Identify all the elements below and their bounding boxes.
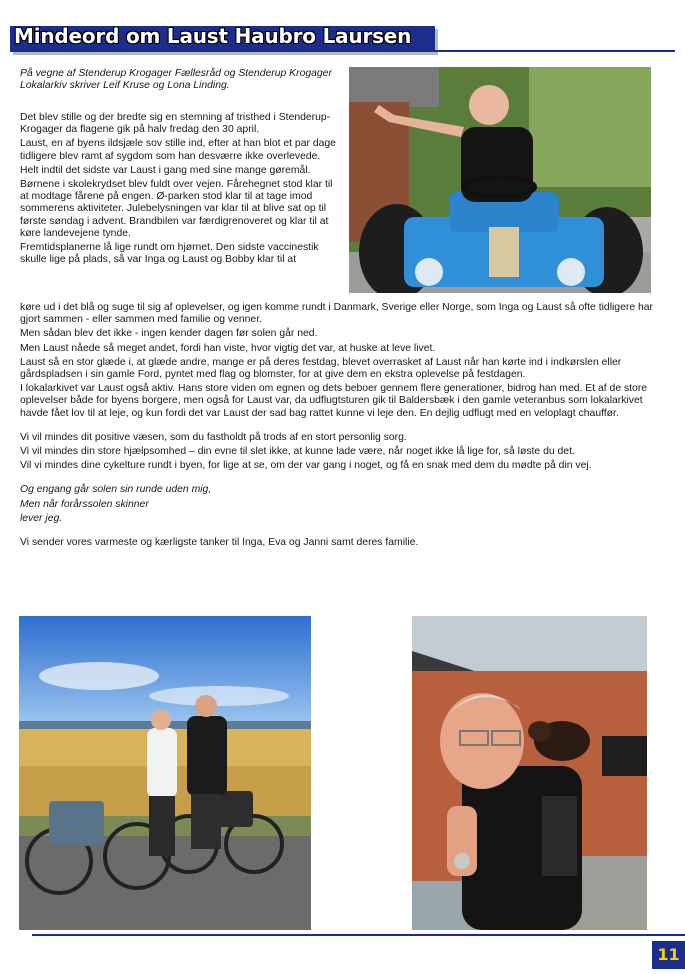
paragraph: Børnene i skolekrydset blev fuldt over vejen. Fårehegnet stod klar til at modtage fårene på engen. Ø-parken stod klar til at tage imod sommerens aktiviteter. Julebelysningen var klar til at blive sat op til første søndag i advent. Brandbilen var færdigrenoveret og klar til at køre landevejene tynde. xyxy=(20,179,333,239)
paragraph: Helt indtil det sidste var Laust i gang med sine mange gøremål. xyxy=(20,164,311,176)
page-number: 11 xyxy=(657,945,680,964)
column-text xyxy=(20,112,340,268)
title-rule xyxy=(10,50,675,52)
full-width-text xyxy=(20,302,670,551)
footer-rule xyxy=(32,934,685,936)
poem-line: Men når forårssolen skinner xyxy=(20,498,149,510)
poem-line: Og engang går solen sin runde uden mig, xyxy=(20,484,212,496)
bicycle-photo xyxy=(19,616,311,930)
paragraph: I lokalarkivet var Laust også aktiv. Hans store viden om egnen og dets beboer gennem flere generationer, bidrog han med. Et af de store oplevelser både for byens borgere, men også for Laust var, da udflugtsturen gik til Baldersbæk i den gamle veteranbus som lokalarkivet havde fået lov til at leje, og kun fordi det var Laust der sad bag rattet kunne vi leje den. En dejlig udflugt med en veloplagt chauffør. xyxy=(20,383,648,419)
tribute-line: Vi vil mindes din store hjælpsomhed – din evne til slet ikke, at kunne lade være, når noget ikke lå lige for, så løste du det. xyxy=(20,446,575,458)
intro-text: På vegne af Stenderup Krogager Fællesråd og Stenderup Krogager Lokalarkiv skriver Leif Kruse og Lona Linding. xyxy=(20,68,332,92)
paragraph: køre ud i det blå og suge til sig af oplevelser, og igen komme rundt i Danmark, Sverige eller Norge, som Inga og Laust så ofte tidligere har gjort sammen - eller sammen med familie og venner. xyxy=(20,302,654,326)
paragraph: Fremtidsplanerne lå lige rundt om hjørnet. Den sidste vaccinestik skulle lige på plads, så var Inga og Laust og Bobby klar til at xyxy=(20,242,319,266)
dog-photo xyxy=(412,616,647,930)
tribute-line: Vi vil mindes dit positive væsen, som du fastholdt på trods af en stort personlig sorg. xyxy=(20,431,407,443)
poem-line: lever jeg. xyxy=(20,512,63,524)
paragraph: Det blev stille og der bredte sig en stemning af tristhed i Stenderup-Krogager da flagene gik på halv fredag den 30 april. xyxy=(20,112,331,136)
page-title: Mindeord om Laust Haubro Laursen xyxy=(14,24,412,48)
paragraph: Laust så en stor glæde i, at glæde andre, mange er på deres festdag, blevet overrasket af Laust når han kørte ind i indkørslen eller gårdspladsen i sin gamle Ford, pyntet med flag og blomster, for at give dem en ekstra oplevelse på festdagen. xyxy=(20,356,622,381)
tractor-photo xyxy=(349,67,651,293)
paragraph: Men Laust nåede så meget andet, fordi han viste, hvor vigtig det var, at huske at leve livet. xyxy=(20,342,436,354)
tribute-line: Vil vi mindes dine cykelture rundt i byen, for lige at se, om der var gang i noget, og få en snak med dem du mødte på din vej. xyxy=(20,460,592,472)
paragraph: Men sådan blev det ikke - ingen kender dagen før solen går ned. xyxy=(20,328,318,340)
closing-line: Vi sender vores varmeste og kærligste tanker til Inga, Eva og Janni samt deres familie. xyxy=(20,537,419,549)
paragraph: Laust, en af byens ildsjæle sov stille ind, efter at han blot et par dage tidligere blev ramt af sygdom som han desværre ikke overlevede. xyxy=(20,138,336,162)
